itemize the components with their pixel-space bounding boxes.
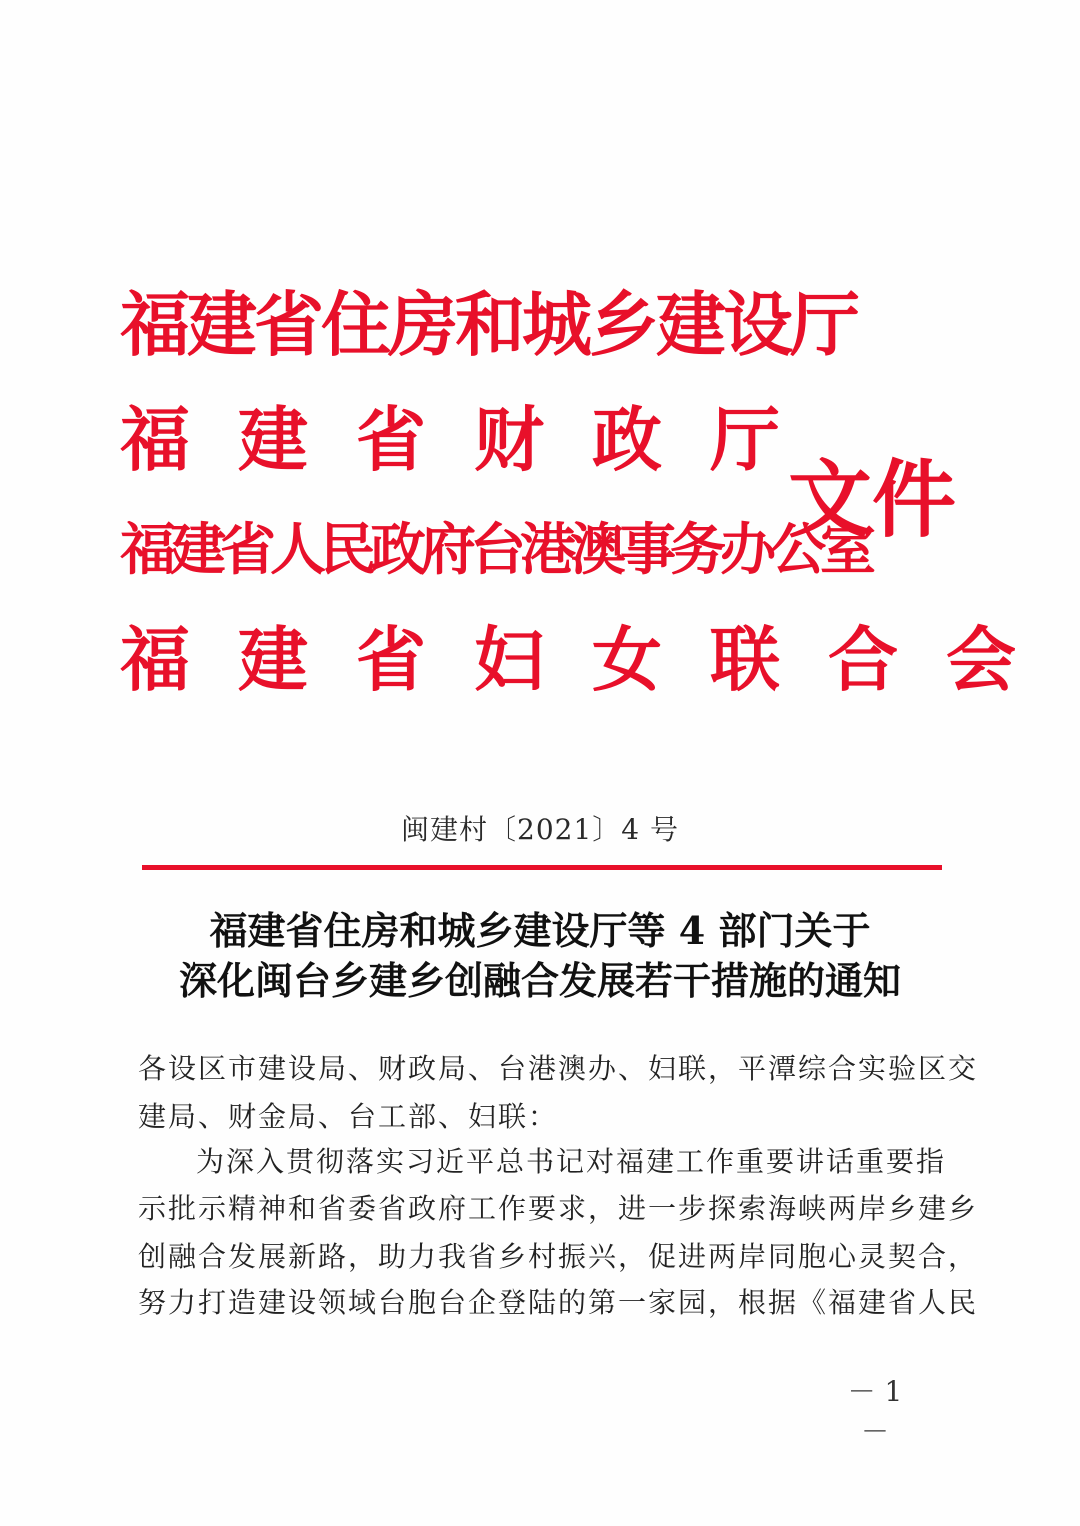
body-paragraph-line-3: 创融合发展新路，助力我省乡村振兴，促进两岸同胞心灵契合， xyxy=(138,1240,979,1273)
document-number: 闽建村〔2021〕4 号 xyxy=(401,813,679,846)
document-type-label: 文件 xyxy=(788,450,957,549)
issuer-org-housing: 福建省住房和城乡建设厅 xyxy=(120,283,857,366)
page-number: － 1 － xyxy=(847,1375,903,1448)
issuer-org-finance: 福建省财政厅 xyxy=(120,398,828,481)
recipients-line-2: 建局、财金局、台工部、妇联： xyxy=(138,1100,559,1133)
issuer-org-womens-federation: 福建省妇女联合会 xyxy=(120,618,1064,701)
document-title-line-1: 福建省住房和城乡建设厅等 4 部门关于 xyxy=(209,908,871,953)
red-divider-rule xyxy=(142,865,942,870)
body-paragraph-line-4: 努力打造建设领域台胞台企登陆的第一家园，根据《福建省人民 xyxy=(138,1286,979,1319)
document-title-line-2: 深化闽台乡建乡创融合发展若干措施的通知 xyxy=(178,958,901,1003)
body-paragraph-line-2: 示批示精神和省委省政府工作要求，进一步探索海峡两岸乡建乡 xyxy=(138,1192,979,1225)
issuer-org-taiwan-affairs: 福建省人民政府台港澳事务办公室 xyxy=(120,517,870,583)
recipients-line-1: 各设区市建设局、财政局、台港澳办、妇联，平潭综合实验区交 xyxy=(138,1052,979,1085)
body-paragraph-line-1: 为深入贯彻落实习近平总书记对福建工作重要讲话重要指 xyxy=(196,1145,947,1178)
